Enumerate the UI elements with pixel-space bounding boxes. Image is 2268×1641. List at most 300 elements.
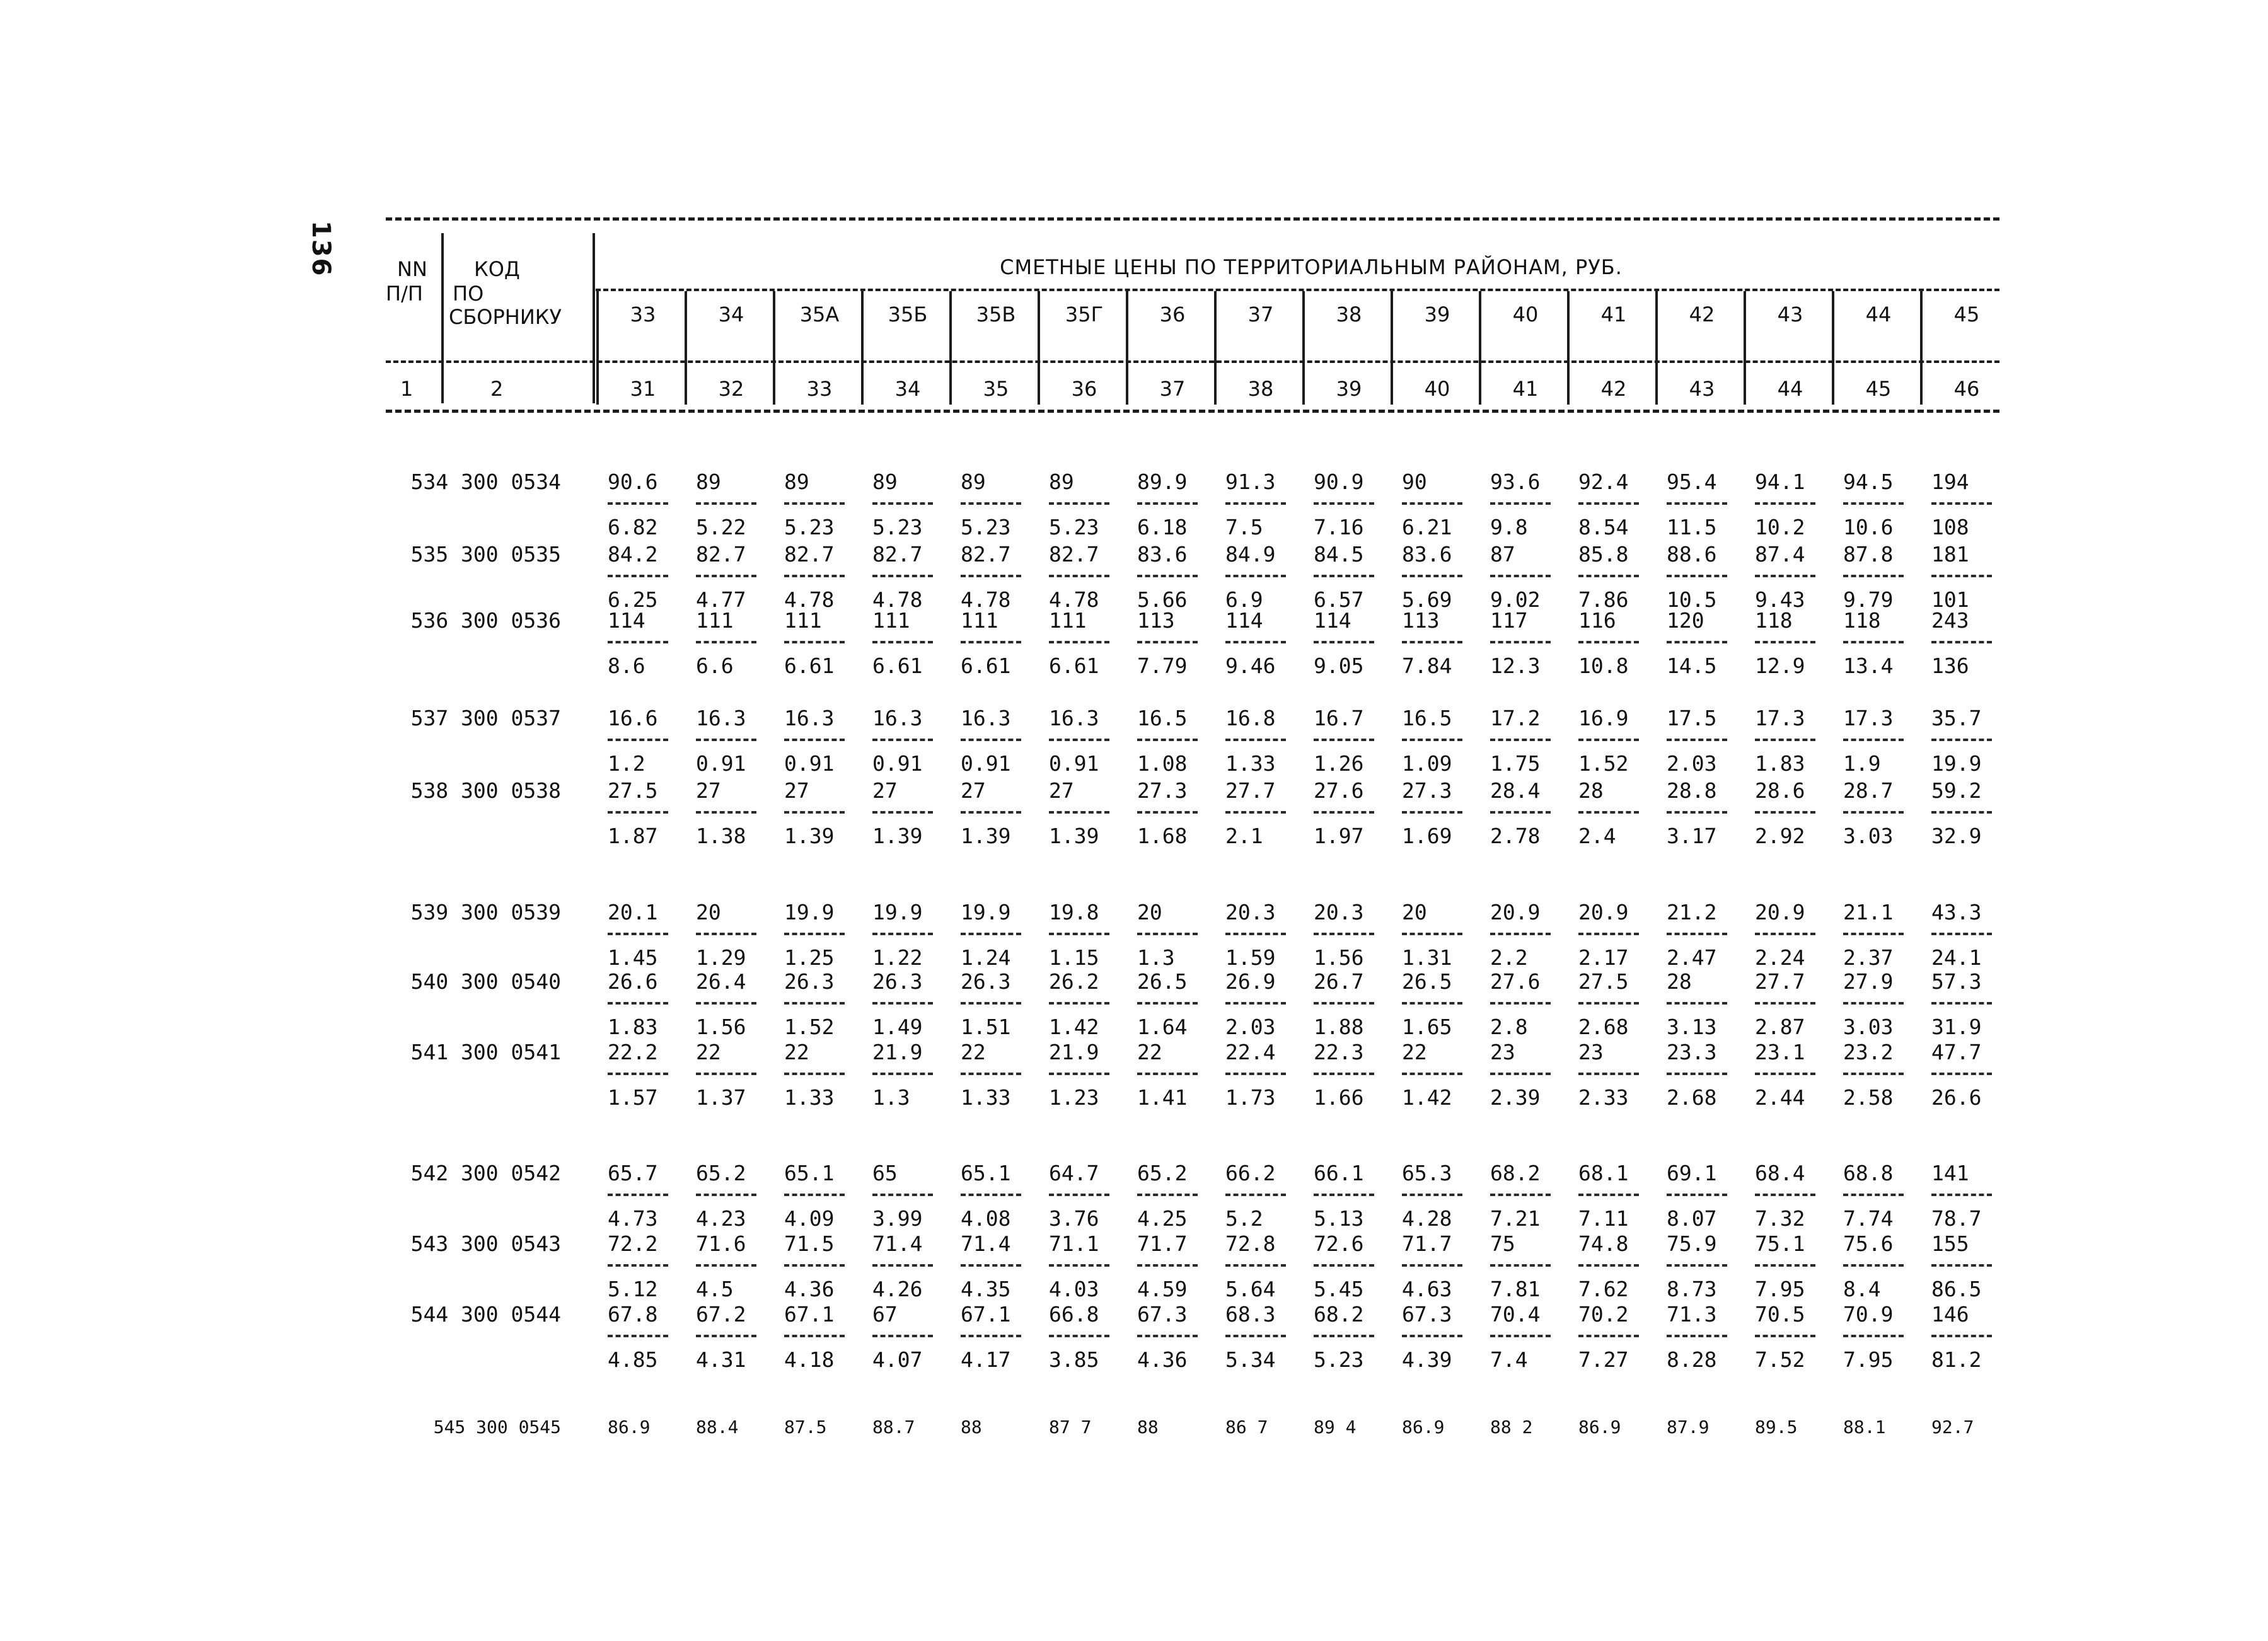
fraction-bar <box>961 1335 1021 1337</box>
fraction-bar <box>1225 811 1286 814</box>
column-separator <box>773 291 775 405</box>
lower-price: 24.1 <box>1931 945 1982 970</box>
upper-price: 26.7 <box>1314 969 1364 994</box>
lower-price: 11.5 <box>1667 515 1717 539</box>
lower-price: 2.68 <box>1578 1015 1629 1039</box>
lower-price: 1.2 <box>608 751 645 776</box>
fraction-bar <box>608 739 668 741</box>
row-label: 537 300 0537 <box>410 706 561 730</box>
fraction-bar <box>608 1335 668 1337</box>
lower-price: 1.39 <box>872 824 923 848</box>
column-number: 45 <box>1865 377 1892 401</box>
column-separator <box>1038 291 1040 405</box>
lower-price: 1.3 <box>872 1085 910 1110</box>
fraction-bar <box>1225 502 1286 505</box>
row-label: 544 300 0544 <box>410 1302 561 1327</box>
fraction-bar <box>1578 641 1639 643</box>
district-header: 35В <box>976 302 1016 326</box>
upper-price: 71.7 <box>1137 1231 1188 1256</box>
upper-price: 19.9 <box>961 900 1011 924</box>
lower-price: 5.23 <box>784 515 835 539</box>
lower-price: 4.18 <box>784 1347 835 1372</box>
fraction-bar <box>1843 933 1904 935</box>
fraction-bar <box>1314 1002 1374 1005</box>
lower-price: 7.27 <box>1578 1347 1629 1372</box>
upper-price: 82.7 <box>696 542 746 567</box>
fraction-bar <box>1049 1073 1109 1075</box>
lower-price: 7.21 <box>1490 1206 1541 1231</box>
fraction-bar <box>1931 575 1992 577</box>
fraction-bar <box>1843 502 1904 505</box>
upper-price: 27.9 <box>1843 969 1894 994</box>
row-label: 539 300 0539 <box>410 900 561 924</box>
fraction-bar <box>1402 502 1462 505</box>
lower-price: 6.25 <box>608 587 658 612</box>
upper-price: 94.5 <box>1843 469 1894 494</box>
upper-price: 86 7 <box>1225 1417 1268 1437</box>
upper-price: 116 <box>1578 608 1616 633</box>
fraction-bar <box>1843 575 1904 577</box>
lower-price: 1.39 <box>961 824 1011 848</box>
lower-price: 1.59 <box>1225 945 1276 970</box>
fraction-bar <box>784 811 845 814</box>
lower-price: 1.3 <box>1137 945 1175 970</box>
code-header-line2: ПО <box>453 282 484 306</box>
upper-price: 194 <box>1931 469 1969 494</box>
upper-price: 27 <box>961 778 986 803</box>
lower-price: 5.12 <box>608 1277 658 1301</box>
upper-price: 89 <box>961 469 986 494</box>
fraction-bar <box>1578 1002 1639 1005</box>
upper-price: 22.3 <box>1314 1040 1364 1064</box>
fraction-bar <box>872 1335 933 1337</box>
lower-price: 1.25 <box>784 945 835 970</box>
fraction-bar <box>1578 933 1639 935</box>
row-number-header-sub: П/П <box>386 282 423 306</box>
upper-price: 19.8 <box>1049 900 1099 924</box>
fraction-bar <box>1490 739 1551 741</box>
upper-price: 27.3 <box>1137 778 1188 803</box>
upper-price: 22 <box>1402 1040 1427 1064</box>
fraction-bar <box>1225 641 1286 643</box>
lower-price: 2.2 <box>1490 945 1528 970</box>
upper-price: 68.3 <box>1225 1302 1276 1327</box>
fraction-bar <box>1314 811 1374 814</box>
column-number: 38 <box>1247 377 1274 401</box>
lower-price: 136 <box>1931 654 1969 678</box>
lower-price: 5.13 <box>1314 1206 1364 1231</box>
lower-price: 1.08 <box>1137 751 1188 776</box>
upper-price: 68.4 <box>1755 1161 1805 1185</box>
lower-price: 1.87 <box>608 824 658 848</box>
upper-price: 27.6 <box>1314 778 1364 803</box>
lower-price: 10.8 <box>1578 654 1629 678</box>
lower-price: 1.38 <box>696 824 746 848</box>
fraction-bar <box>1402 1264 1462 1267</box>
fraction-bar <box>961 1194 1021 1196</box>
fraction-bar <box>961 811 1021 814</box>
fraction-bar <box>1843 1002 1904 1005</box>
table-top-rule <box>386 217 1999 221</box>
fraction-bar <box>1225 1194 1286 1196</box>
column-separator <box>1479 291 1481 405</box>
lower-price: 12.9 <box>1755 654 1805 678</box>
lower-price: 1.64 <box>1137 1015 1188 1039</box>
fraction-bar <box>784 1194 845 1196</box>
column-separator <box>1832 291 1834 405</box>
fraction-bar <box>696 1335 756 1337</box>
column-separator <box>1744 291 1746 405</box>
lower-price: 8.07 <box>1667 1206 1717 1231</box>
lower-price: 1.69 <box>1402 824 1452 848</box>
column-number: 31 <box>630 377 656 401</box>
column-separator <box>1214 291 1217 405</box>
lower-price: 19.9 <box>1931 751 1982 776</box>
upper-price: 27.7 <box>1755 969 1805 994</box>
lower-price: 1.33 <box>1225 751 1276 776</box>
lower-price: 3.76 <box>1049 1206 1099 1231</box>
fraction-bar <box>784 1073 845 1075</box>
upper-price: 111 <box>784 608 822 633</box>
fraction-bar <box>1137 575 1198 577</box>
lower-price: 86.5 <box>1931 1277 1982 1301</box>
lower-price: 108 <box>1931 515 1969 539</box>
upper-price: 111 <box>696 608 734 633</box>
fraction-bar <box>872 933 933 935</box>
fraction-bar <box>1137 1002 1198 1005</box>
fraction-bar <box>1049 575 1109 577</box>
fraction-bar <box>1314 739 1374 741</box>
lower-price: 1.52 <box>1578 751 1629 776</box>
lower-price: 4.31 <box>696 1347 746 1372</box>
column-number: 1 <box>400 377 414 401</box>
upper-price: 27 <box>872 778 898 803</box>
fraction-bar <box>1667 1073 1727 1075</box>
fraction-bar <box>696 1002 756 1005</box>
lower-price: 12.3 <box>1490 654 1541 678</box>
upper-price: 26.5 <box>1402 969 1452 994</box>
upper-price: 68.2 <box>1314 1302 1364 1327</box>
fraction-bar <box>961 1073 1021 1075</box>
fraction-bar <box>961 1002 1021 1005</box>
upper-price: 22.4 <box>1225 1040 1276 1064</box>
upper-price: 89 <box>1049 469 1074 494</box>
upper-price: 92.7 <box>1931 1417 1974 1437</box>
lower-price: 5.22 <box>696 515 746 539</box>
fraction-bar <box>1843 739 1904 741</box>
fraction-bar <box>1490 1264 1551 1267</box>
lower-price: 8.28 <box>1667 1347 1717 1372</box>
lower-price: 4.77 <box>696 587 746 612</box>
column-number: 33 <box>806 377 833 401</box>
fraction-bar <box>961 641 1021 643</box>
upper-price: 17.3 <box>1843 706 1894 730</box>
lower-price: 4.17 <box>961 1347 1011 1372</box>
upper-price: 71.7 <box>1402 1231 1452 1256</box>
fraction-bar <box>1667 933 1727 935</box>
lower-price: 3.85 <box>1049 1347 1099 1372</box>
upper-price: 16.3 <box>872 706 923 730</box>
upper-price: 22 <box>696 1040 721 1064</box>
upper-price: 111 <box>961 608 998 633</box>
lower-price: 7.74 <box>1843 1206 1894 1231</box>
lower-price: 2.33 <box>1578 1085 1629 1110</box>
fraction-bar <box>961 1264 1021 1267</box>
fraction-bar <box>1578 1194 1639 1196</box>
fraction-bar <box>1137 1335 1198 1337</box>
upper-price: 67.1 <box>961 1302 1011 1327</box>
lower-price: 4.35 <box>961 1277 1011 1301</box>
fraction-bar <box>696 1194 756 1196</box>
upper-price: 117 <box>1490 608 1528 633</box>
row-label: 535 300 0535 <box>410 542 561 567</box>
fraction-bar <box>1314 502 1374 505</box>
lower-price: 4.25 <box>1137 1206 1188 1231</box>
lower-price: 1.68 <box>1137 824 1188 848</box>
lower-price: 4.59 <box>1137 1277 1188 1301</box>
lower-price: 1.15 <box>1049 945 1099 970</box>
lower-price: 4.03 <box>1049 1277 1099 1301</box>
fraction-bar <box>1931 641 1992 643</box>
fraction-bar <box>784 933 845 935</box>
upper-price: 16.3 <box>784 706 835 730</box>
fraction-bar <box>1578 575 1639 577</box>
fraction-bar <box>1225 1335 1286 1337</box>
fraction-bar <box>872 739 933 741</box>
lower-price: 1.39 <box>784 824 835 848</box>
upper-price: 88.4 <box>696 1417 739 1437</box>
upper-price: 26.4 <box>696 969 746 994</box>
upper-price: 71.1 <box>1049 1231 1099 1256</box>
district-header: 42 <box>1689 302 1715 326</box>
lower-price: 6.61 <box>872 654 923 678</box>
upper-price: 93.6 <box>1490 469 1541 494</box>
lower-price: 4.5 <box>696 1277 734 1301</box>
upper-price: 85.8 <box>1578 542 1629 567</box>
fraction-bar <box>1667 575 1727 577</box>
lower-price: 6.61 <box>784 654 835 678</box>
lower-price: 9.79 <box>1843 587 1894 612</box>
upper-price: 72.6 <box>1314 1231 1364 1256</box>
district-header: 35А <box>799 302 840 326</box>
upper-price: 90 <box>1402 469 1427 494</box>
upper-price: 19.9 <box>784 900 835 924</box>
upper-price: 21.1 <box>1843 900 1894 924</box>
lower-price: 1.26 <box>1314 751 1364 776</box>
lower-price: 1.97 <box>1314 824 1364 848</box>
lower-price: 7.5 <box>1225 515 1263 539</box>
upper-price: 59.2 <box>1931 778 1982 803</box>
fraction-bar <box>784 1264 845 1267</box>
district-header: 38 <box>1336 302 1362 326</box>
district-header: 35Б <box>888 302 928 326</box>
fraction-bar <box>1137 739 1198 741</box>
lower-price: 4.26 <box>872 1277 923 1301</box>
fraction-bar <box>1049 1264 1109 1267</box>
fraction-bar <box>608 1002 668 1005</box>
upper-price: 141 <box>1931 1161 1969 1185</box>
upper-price: 146 <box>1931 1302 1969 1327</box>
fraction-bar <box>872 1194 933 1196</box>
upper-price: 20 <box>1402 900 1427 924</box>
upper-price: 20.3 <box>1314 900 1364 924</box>
upper-price: 72.8 <box>1225 1231 1276 1256</box>
fraction-bar <box>1314 575 1374 577</box>
lower-price: 9.8 <box>1490 515 1528 539</box>
column-number: 37 <box>1159 377 1186 401</box>
lower-price: 32.9 <box>1931 824 1982 848</box>
lower-price: 1.39 <box>1049 824 1099 848</box>
upper-price: 23.2 <box>1843 1040 1894 1064</box>
upper-price: 16.7 <box>1314 706 1364 730</box>
lower-price: 4.78 <box>961 587 1011 612</box>
upper-price: 95.4 <box>1667 469 1717 494</box>
fraction-bar <box>1843 1194 1904 1196</box>
upper-price: 86.9 <box>1578 1417 1621 1437</box>
fraction-bar <box>1137 1073 1198 1075</box>
upper-price: 111 <box>872 608 910 633</box>
lower-price: 1.52 <box>784 1015 835 1039</box>
lower-price: 4.09 <box>784 1206 835 1231</box>
upper-price: 16.8 <box>1225 706 1276 730</box>
district-header: 33 <box>630 302 656 326</box>
upper-price: 114 <box>1314 608 1351 633</box>
upper-price: 83.6 <box>1137 542 1188 567</box>
upper-price: 74.8 <box>1578 1231 1629 1256</box>
lower-price: 2.17 <box>1578 945 1629 970</box>
district-header: 34 <box>718 302 744 326</box>
fraction-bar <box>1490 1002 1551 1005</box>
fraction-bar <box>1578 1264 1639 1267</box>
fraction-bar <box>1137 811 1198 814</box>
fraction-bar <box>1667 1002 1727 1005</box>
upper-price: 72.2 <box>608 1231 658 1256</box>
upper-price: 28.4 <box>1490 778 1541 803</box>
fraction-bar <box>784 739 845 741</box>
column-number: 40 <box>1424 377 1450 401</box>
upper-price: 26.5 <box>1137 969 1188 994</box>
fraction-bar <box>1049 933 1109 935</box>
lower-price: 7.62 <box>1578 1277 1629 1301</box>
fraction-bar <box>1225 575 1286 577</box>
upper-price: 70.4 <box>1490 1302 1541 1327</box>
column-numbers-rule <box>386 410 1999 413</box>
column-number: 34 <box>894 377 921 401</box>
fraction-bar <box>1578 502 1639 505</box>
fraction-bar <box>696 1073 756 1075</box>
lower-price: 2.24 <box>1755 945 1805 970</box>
upper-price: 87.8 <box>1843 542 1894 567</box>
header-separator <box>441 233 444 403</box>
column-separator <box>1567 291 1570 405</box>
lower-price: 4.78 <box>784 587 835 612</box>
fraction-bar <box>872 811 933 814</box>
lower-price: 2.1 <box>1225 824 1263 848</box>
lower-price: 7.52 <box>1755 1347 1805 1372</box>
fraction-bar <box>1755 575 1815 577</box>
lower-price: 1.73 <box>1225 1085 1276 1110</box>
lower-price: 5.23 <box>961 515 1011 539</box>
lower-price: 5.23 <box>1314 1347 1364 1372</box>
lower-price: 4.36 <box>784 1277 835 1301</box>
lower-price: 1.49 <box>872 1015 923 1039</box>
lower-price: 6.6 <box>696 654 734 678</box>
district-header: 39 <box>1424 302 1450 326</box>
upper-price: 27.5 <box>608 778 658 803</box>
lower-price: 1.42 <box>1049 1015 1099 1039</box>
lower-price: 0.91 <box>696 751 746 776</box>
lower-price: 2.8 <box>1490 1015 1528 1039</box>
lower-price: 5.64 <box>1225 1277 1276 1301</box>
fraction-bar <box>1314 1194 1374 1196</box>
lower-price: 0.91 <box>961 751 1011 776</box>
fraction-bar <box>1402 811 1462 814</box>
fraction-bar <box>784 502 845 505</box>
upper-price: 65.1 <box>961 1161 1011 1185</box>
column-separator <box>861 291 864 405</box>
lower-price: 7.95 <box>1843 1347 1894 1372</box>
fraction-bar <box>1314 1073 1374 1075</box>
lower-price: 6.57 <box>1314 587 1364 612</box>
upper-price: 90.6 <box>608 469 658 494</box>
upper-price: 57.3 <box>1931 969 1982 994</box>
upper-price: 70.5 <box>1755 1302 1805 1327</box>
fraction-bar <box>608 1073 668 1075</box>
upper-price: 71.3 <box>1667 1302 1717 1327</box>
upper-price: 87.9 <box>1667 1417 1710 1437</box>
upper-price: 19.9 <box>872 900 923 924</box>
lower-price: 1.83 <box>608 1015 658 1039</box>
lower-price: 1.65 <box>1402 1015 1452 1039</box>
upper-price: 28.6 <box>1755 778 1805 803</box>
fraction-bar <box>961 739 1021 741</box>
lower-price: 6.82 <box>608 515 658 539</box>
column-separator <box>1655 291 1658 405</box>
fraction-bar <box>1931 1335 1992 1337</box>
lower-price: 5.23 <box>1049 515 1099 539</box>
fraction-bar <box>1490 1073 1551 1075</box>
district-header: 45 <box>1953 302 1980 326</box>
district-header: 40 <box>1512 302 1539 326</box>
fraction-bar <box>872 1002 933 1005</box>
upper-price: 20.3 <box>1225 900 1276 924</box>
lower-price: 8.4 <box>1843 1277 1881 1301</box>
upper-price: 75.6 <box>1843 1231 1894 1256</box>
lower-price: 1.51 <box>961 1015 1011 1039</box>
fraction-bar <box>1667 1194 1727 1196</box>
upper-price: 16.3 <box>1049 706 1099 730</box>
lower-price: 4.28 <box>1402 1206 1452 1231</box>
upper-price: 75.1 <box>1755 1231 1805 1256</box>
lower-price: 5.66 <box>1137 587 1188 612</box>
upper-price: 84.5 <box>1314 542 1364 567</box>
upper-price: 28 <box>1578 778 1604 803</box>
upper-price: 89 4 <box>1314 1417 1357 1437</box>
fraction-bar <box>1667 1335 1727 1337</box>
upper-price: 16.9 <box>1578 706 1629 730</box>
lower-price: 1.09 <box>1402 751 1452 776</box>
upper-price: 94.1 <box>1755 469 1805 494</box>
fraction-bar <box>608 502 668 505</box>
upper-price: 27.3 <box>1402 778 1452 803</box>
upper-price: 27 <box>784 778 809 803</box>
lower-price: 31.9 <box>1931 1015 1982 1039</box>
fraction-bar <box>1049 739 1109 741</box>
lower-price: 2.37 <box>1843 945 1894 970</box>
upper-price: 71.5 <box>784 1231 835 1256</box>
lower-price: 6.61 <box>961 654 1011 678</box>
lower-price: 8.6 <box>608 654 645 678</box>
